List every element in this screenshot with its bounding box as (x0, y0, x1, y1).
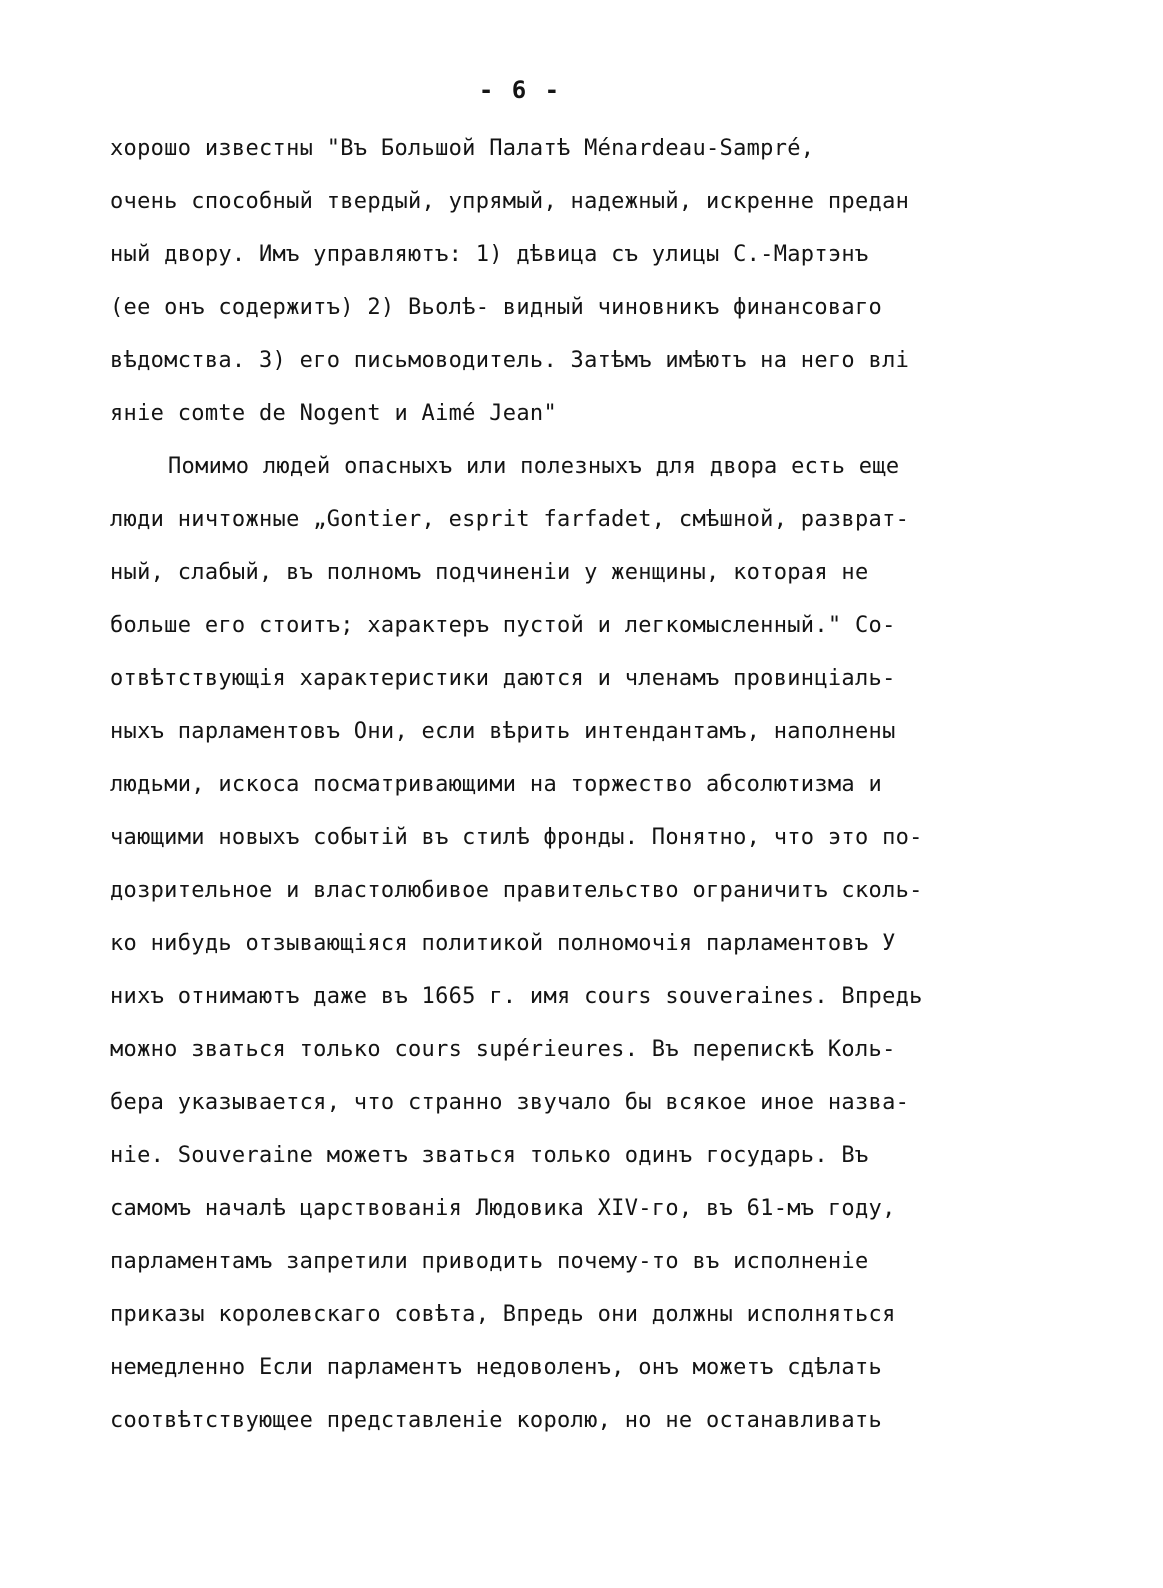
text-line: больше его стоитъ; характеръ пустой и легкомысленный." Со- (110, 613, 896, 638)
text-line: ный, слабый, въ полномъ подчиненіи у женщины, которая не (110, 560, 869, 585)
text-line: людьми, искоса посматривающими на торжество абсолютизма и (110, 772, 883, 797)
text-line: приказы королевскаго совѣта, Впредь они должны исполняться (110, 1302, 896, 1327)
text-line: хорошо известны "Въ Большой Палатѣ Ménardeau-Sampré, (110, 136, 815, 161)
text-line: немедленно Если парламентъ недоволенъ, онъ можетъ сдѣлать (110, 1355, 883, 1380)
body-text (110, 122, 1030, 1447)
text-line: яніе comte de Nogent и Aimé Jean" (110, 401, 557, 426)
page-number: - 6 - (478, 76, 562, 104)
text-line: соотвѣтствующее представленіе королю, но не останавливать (110, 1408, 883, 1433)
text-line: парламентамъ запретили приводить почему-то въ исполненіе (110, 1249, 869, 1274)
text-line: люди ничтожные „Gontier, esprit farfadet, смѣшной, разврат- (110, 507, 910, 532)
text-line: ко нибудь отзывающіяся политикой полномочія парламентовъ У (110, 931, 896, 956)
text-line: нихъ отнимаютъ даже въ 1665 г. имя cours souveraines. Впредь (110, 984, 923, 1009)
text-line: дозрительное и властолюбивое правительство ограничитъ сколь- (110, 878, 923, 903)
text-line: самомъ началѣ царствованія Людовика XIV-го, въ 61-мъ году, (110, 1196, 896, 1221)
text-line: бера указывается, что странно звучало бы всякое иное назва- (110, 1090, 910, 1115)
text-line: отвѣтствующія характеристики даются и членамъ провинціаль- (110, 666, 896, 691)
text-line: очень способный твердый, упрямый, надежный, искренне предан (110, 189, 910, 214)
text-line: ный двору. Имъ управляютъ: 1) дѣвица съ улицы С.-Мартэнъ (110, 242, 869, 267)
text-line: (ее онъ содержитъ) 2) Вьолѣ- видный чиновникъ финансоваго (110, 295, 883, 320)
text-line: чающими новыхъ событій въ стилѣ фронды. Понятно, что это по- (110, 825, 923, 850)
text-line: ніе. Souveraine можетъ зваться только одинъ государь. Въ (110, 1143, 869, 1168)
text-line: вѣдомства. 3) его письмоводитель. Затѣмъ имѣютъ на него влі (110, 348, 910, 373)
paragraph-start-line: Помимо людей опасныхъ или полезныхъ для двора есть еще (168, 454, 900, 479)
text-line: ныхъ парламентовъ Они, если вѣрить интендантамъ, наполнены (110, 719, 896, 744)
text-line: можно зваться только cours supérieures. Въ перепискѣ Коль- (110, 1037, 896, 1062)
